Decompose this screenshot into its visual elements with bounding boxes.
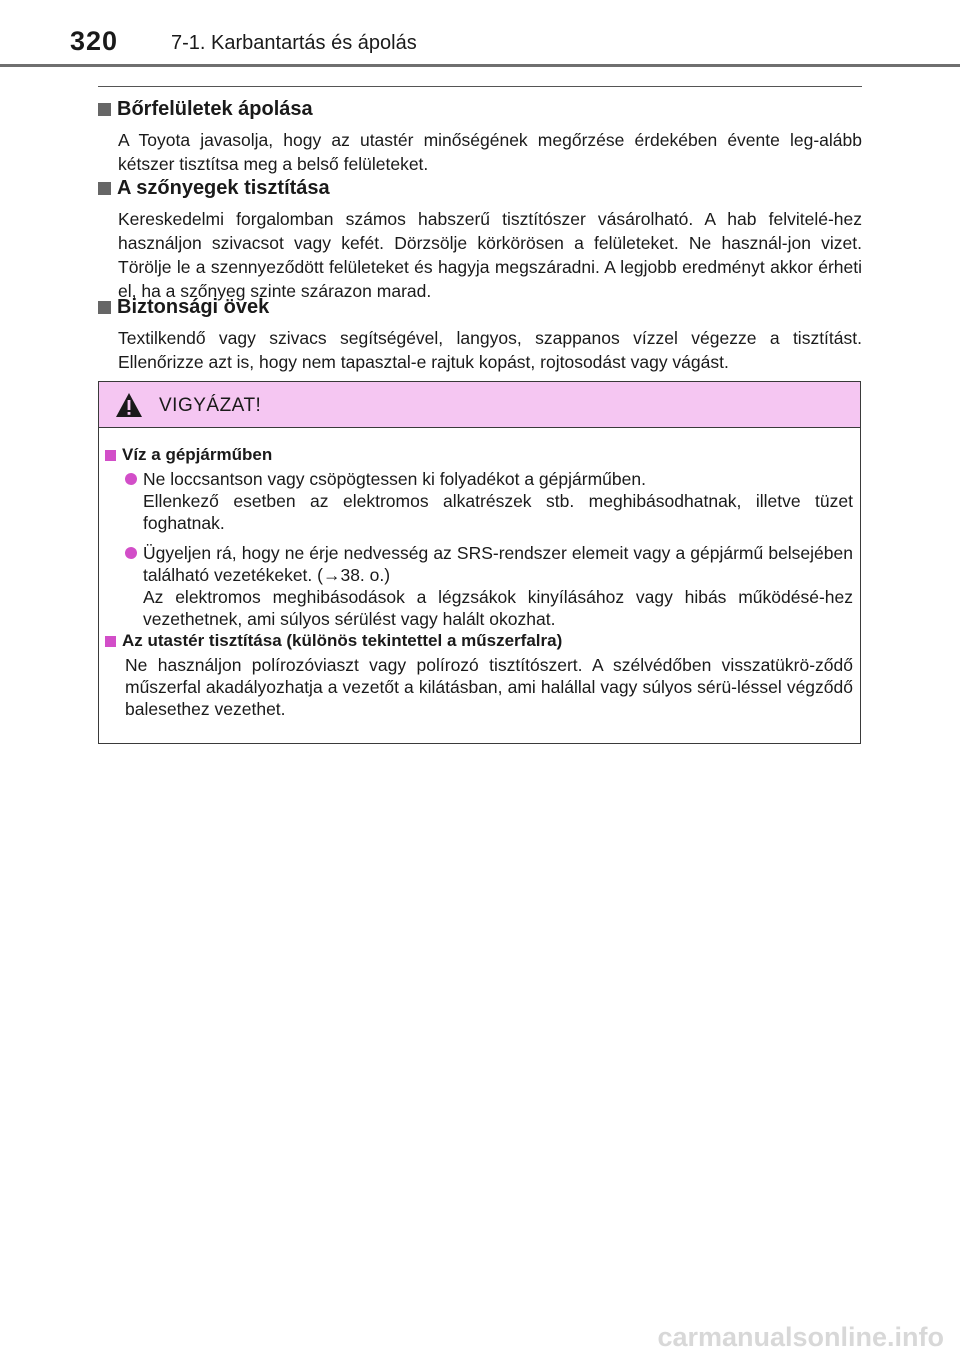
section-carpet-cleaning — [98, 175, 862, 303]
square-bullet-icon — [98, 182, 111, 195]
warning-bullet — [125, 542, 853, 630]
section-heading — [98, 294, 862, 320]
warning-triangle-icon — [115, 392, 143, 418]
section-heading-text: Biztonsági övek — [117, 295, 270, 318]
bullet-line: Ellenkező esetben az elektromos alkatrészek stb. meghibásodhatnak, illetve tüzet foghatnak. — [143, 491, 853, 533]
warning-item-water — [105, 444, 853, 630]
warning-item-text — [125, 654, 853, 720]
warning-item-heading — [105, 444, 853, 466]
bullet-line: Az elektromos meghibásodások a légzsákok kinyílásához vagy hibás működésé-hez vezethetnek, ami súlyos sérülést vagy halált okozhat. — [143, 587, 853, 629]
chapter-title: 7-1. Karbantartás és ápolás — [171, 32, 417, 54]
warning-item-heading-text: Az utastér tisztítása (különös tekintettel a műszerfalra) — [122, 631, 563, 650]
bullet-line: Ügyeljen rá, hogy ne érje nedvesség az SRS-rendszer elemeit vagy a gépjármű belsejében található vezetékeket. (→38. o.) — [143, 543, 853, 585]
section-heading — [98, 175, 862, 201]
warning-header — [99, 382, 860, 428]
section-heading — [98, 96, 862, 122]
square-bullet-icon — [105, 450, 116, 461]
warning-bullet — [125, 468, 853, 534]
warning-item-heading — [105, 630, 853, 652]
square-bullet-icon — [105, 636, 116, 647]
section-heading-text: A szőnyegek tisztítása — [117, 176, 330, 199]
header-divider — [0, 64, 960, 67]
section-body: Textilkendő vagy szivacs segítségével, langyos, szappanos vízzel végezze a tisztítást. Ellenőrizze azt is, hogy nem tapasztal-e rajtuk kopást, rojtosodást vagy vágást. — [118, 328, 862, 372]
section-body: A Toyota javasolja, hogy az utastér minőségének megőrzése érdekében évente leg-alább kétszer tisztítsa meg a belső felületeket. — [118, 130, 862, 174]
section-leather-care — [98, 96, 862, 176]
circle-bullet-icon — [125, 473, 137, 485]
warning-text: Ne használjon polírozóviaszt vagy polírozó tisztítószert. A szélvédőben visszatükrö-ződő műszerfal akadályozhatja a vezetőt a kilátásban, ami halállal vagy súlyos sérü-léssel végződő balesethez vezethet. — [125, 655, 853, 719]
bullet-line: Ne loccsantson vagy csöpögtessen ki folyadékot a gépjárműben. — [143, 469, 646, 489]
page-header — [0, 0, 960, 66]
section-heading-text: Bőrfelületek ápolása — [117, 97, 313, 120]
page-number: 320 — [70, 26, 119, 56]
section-seat-belts — [98, 294, 862, 374]
warning-title: VIGYÁZAT! — [159, 395, 262, 416]
warning-box — [98, 381, 861, 744]
watermark: carmanualsonline.info — [657, 1322, 944, 1352]
warning-item-dashboard — [105, 630, 853, 720]
content-divider — [98, 86, 862, 87]
square-bullet-icon — [98, 301, 111, 314]
circle-bullet-icon — [125, 547, 137, 559]
section-body: Kereskedelmi forgalomban számos habszerű tisztítószer vásárolható. A hab felvitelé-hez használjon szivacsot vagy kefét. Dörzsölje körkörösen a felületeket. Ne használ-jon vizet. Törölje le a szennyeződött felületeket és hagyja megszáradni. A legjobb eredményt akkor érheti el, ha a szőnyeg szinte szárazon marad. — [118, 209, 862, 301]
warning-item-heading-text: Víz a gépjárműben — [122, 445, 273, 464]
square-bullet-icon — [98, 103, 111, 116]
